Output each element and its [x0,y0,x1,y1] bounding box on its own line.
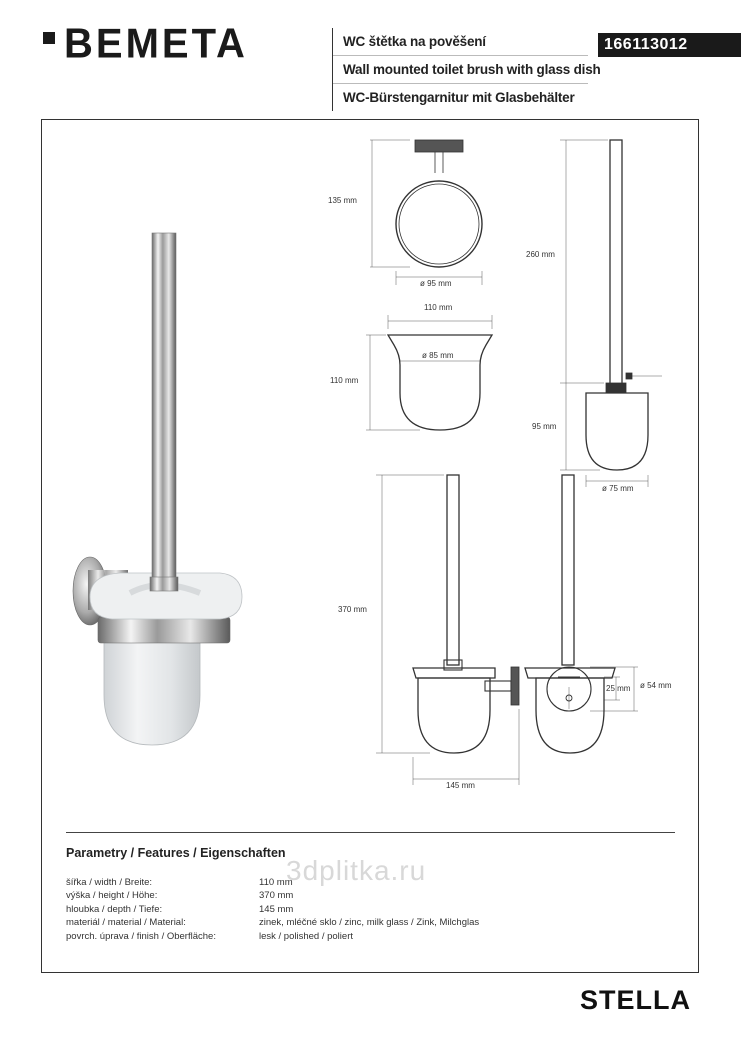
dim-total-height: 370 mm [338,605,367,614]
feature-row-depth [66,903,479,916]
feature-label: materiál / material / Material: [66,917,186,929]
watermark: 3dplitka.ru [286,855,427,886]
dim-mount-diameter: ø 54 mm [640,681,672,690]
title-cz: WC štětka na pověšení [333,28,588,56]
dim-holder-diameter: ø 95 mm [420,279,452,288]
features-table [66,876,479,943]
feature-label: výška / height / Höhe: [66,890,158,902]
feature-label: hloubka / depth / Tiefe: [66,903,163,915]
feature-label: šířka / width / Breite: [66,877,153,888]
dim-mount-height: 25 mm [606,684,631,693]
dim-brush-head-diameter: ø 75 mm [602,484,634,493]
product-code: 166113012 [598,33,741,57]
dim-dish-width: 110 mm [424,303,453,312]
features-title: Parametry / Features / Eigenschaften [66,846,286,860]
feature-value: 370 mm [259,890,294,902]
feature-value: 110 mm [259,877,293,888]
title-en: Wall mounted toilet brush with glass dish [333,56,588,84]
feature-value: 145 mm [259,903,294,915]
feature-value: zinek, mléčné sklo / zinc, milk glass / Zink, Milchglas [259,917,480,929]
feature-row-material [66,916,479,929]
title-de: WC-Bürstengarnitur mit Glasbehälter [343,90,575,105]
feature-label: povrch. úprava / finish / Oberfläche: [66,930,216,942]
brand-logo: BEMETA [64,20,248,68]
title-block [332,28,601,111]
feature-row-height [66,889,479,902]
feature-value: lesk / polished / poliert [259,930,353,942]
dim-dish-height: 110 mm [330,376,359,385]
technical-drawing [320,125,690,805]
features-divider [66,832,675,833]
dim-total-depth: 145 mm [446,781,475,790]
product-photo [60,225,250,755]
dim-dish-inner-diameter: ø 85 mm [422,351,454,360]
dim-holder-height: 135 mm [328,196,357,205]
dim-brush-handle-length: 260 mm [526,250,555,259]
feature-row-finish [66,930,479,943]
dim-brush-head-height: 95 mm [532,422,557,431]
feature-row-width [66,876,479,889]
product-line-name: STELLA [580,985,691,1015]
brand-logo-mark [43,32,55,44]
